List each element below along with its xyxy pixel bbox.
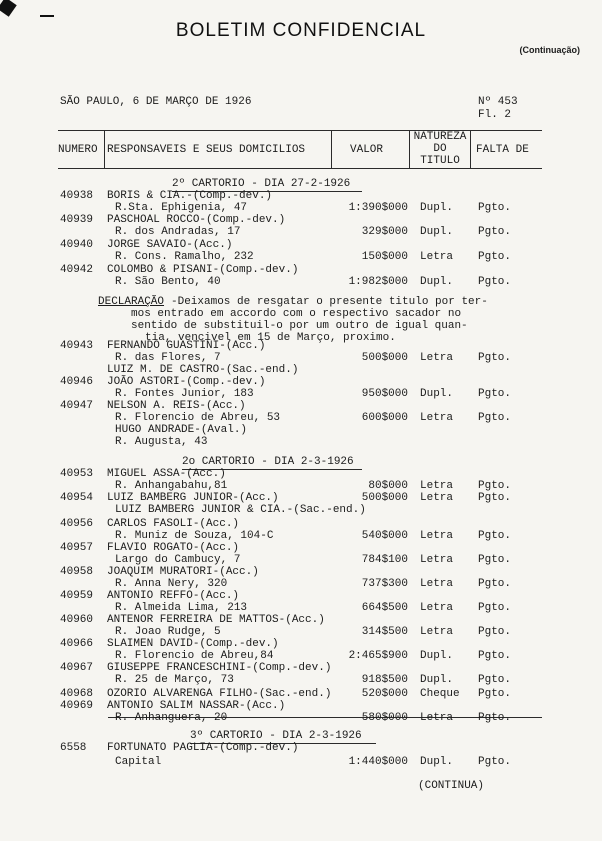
entry-number: 40958 <box>60 566 94 578</box>
entry-text: R. Florencio de Abreu,84 <box>115 650 274 662</box>
entry-number: 40960 <box>60 614 94 626</box>
entry-text: R. Fontes Junior, 183 <box>115 388 254 400</box>
entry-text: R. Anhanguera, 20 <box>115 712 228 724</box>
entry-nature: Letra <box>420 412 454 424</box>
entry-text: FORTUNATO PAGLIA-(Comp.-dev.) <box>107 742 299 754</box>
declaration-line: tia, vencivel em 15 de Março, proximo. <box>145 332 396 344</box>
entry-text: ANTONIO REFFO-(Acc.) <box>107 590 240 602</box>
entry-value: 500$000 <box>361 492 408 504</box>
section-heading: 3º CARTORIO - DIA 2-3-1926 <box>190 730 362 742</box>
entry-reason: Pgto. <box>478 492 512 504</box>
entry-number: 40938 <box>60 190 94 202</box>
entry-text: R. Anna Nery, 320 <box>115 578 228 590</box>
entry-reason: Pgto. <box>478 388 512 400</box>
header-rule-bottom <box>58 168 542 169</box>
entry-nature: Letra <box>420 712 454 724</box>
column-header-valor: VALOR <box>350 144 384 156</box>
entry-text: COLOMBO & PISANI-(Comp.-dev.) <box>107 264 299 276</box>
entry-reason: Pgto. <box>478 554 512 566</box>
entry-text: MIGUEL ASSA-(Acc.) <box>107 468 226 480</box>
scan-mark <box>40 15 54 17</box>
entry-reason: Pgto. <box>478 626 512 638</box>
entry-value: 500$000 <box>361 352 408 364</box>
entry-value: 1:982$000 <box>348 276 408 288</box>
entry-nature: Dupl. <box>420 202 454 214</box>
entry-nature: Dupl. <box>420 226 454 238</box>
entry-value: 580$000 <box>361 712 408 724</box>
scan-mark <box>0 0 17 17</box>
entry-text: BORIS & CIA.-(Comp.-dev.) <box>107 190 273 202</box>
entry-number: 40967 <box>60 662 94 674</box>
entry-text: Capital <box>115 756 162 768</box>
entry-number: 40956 <box>60 518 94 530</box>
column-header-natureza: DO <box>433 143 447 155</box>
entry-text: R. das Flores, 7 <box>115 352 221 364</box>
section-heading: 2o CARTORIO - DIA 2-3-1926 <box>182 456 354 468</box>
entry-nature: Letra <box>420 480 454 492</box>
entry-number: 40959 <box>60 590 94 602</box>
declaration-line: sentido de substituil-o por um outro de igual quan- <box>131 320 468 332</box>
entry-number: 40968 <box>60 688 94 700</box>
place-date: SÃO PAULO, 6 DE MARÇO DE 1926 <box>60 96 252 108</box>
entry-number: 40957 <box>60 542 94 554</box>
entry-number: 40947 <box>60 400 94 412</box>
entry-reason: Pgto. <box>478 412 512 424</box>
entry-reason: Pgto. <box>478 578 512 590</box>
bulletin-number: Nº 453 <box>478 96 518 108</box>
column-header-responsaveis: RESPONSAVEIS E SEUS DOMICILIOS <box>107 144 306 156</box>
entry-text: CARLOS FASOLI-(Acc.) <box>107 518 240 530</box>
column-header-numero: NUMERO <box>58 144 98 156</box>
entry-reason: Pgto. <box>478 276 512 288</box>
column-divider <box>331 130 332 168</box>
entry-number: 40969 <box>60 700 94 712</box>
declaration-line: mos entrado em accordo com o respectivo sacador no <box>131 308 462 320</box>
entry-text: R. dos Andradas, 17 <box>115 226 241 238</box>
entry-number: 40940 <box>60 239 94 251</box>
column-divider <box>470 130 471 168</box>
entry-text: R. Cons. Ramalho, 232 <box>115 251 254 263</box>
entry-reason: Pgto. <box>478 202 512 214</box>
entry-value: 314$500 <box>361 626 408 638</box>
sheet-number: Fl. 2 <box>478 109 512 121</box>
entry-nature: Letra <box>420 578 454 590</box>
entry-nature: Letra <box>420 251 454 263</box>
entry-nature: Letra <box>420 554 454 566</box>
entry-text: R.Sta. Ephigenia, 47 <box>115 202 248 214</box>
entry-value: 80$000 <box>368 480 408 492</box>
entry-reason: Pgto. <box>478 756 512 768</box>
entry-nature: Letra <box>420 530 454 542</box>
entry-text: JOÃO ASTORI-(Comp.-dev.) <box>107 376 266 388</box>
entry-nature: Dupl. <box>420 388 454 400</box>
entry-text: FERNANDO GUASTINI-(Acc.) <box>107 340 266 352</box>
entry-reason: Pgto. <box>478 602 512 614</box>
entry-number: 40946 <box>60 376 94 388</box>
entry-nature: Letra <box>420 492 454 504</box>
entry-number: 40966 <box>60 638 94 650</box>
entry-text: R. Joao Rudge, 5 <box>115 626 221 638</box>
entry-value: 1:440$000 <box>348 756 408 768</box>
entry-reason: Pgto. <box>478 650 512 662</box>
entry-reason: Pgto. <box>478 226 512 238</box>
column-header-natureza: TITULO <box>420 155 460 167</box>
entry-text: R. São Bento, 40 <box>115 276 221 288</box>
entry-reason: Pgto. <box>478 352 512 364</box>
entry-reason: Pgto. <box>478 530 512 542</box>
declaration-label: DECLARAÇÃO <box>98 296 165 308</box>
entry-number: 40943 <box>60 340 94 352</box>
entry-value: 664$500 <box>361 602 408 614</box>
entry-value: 329$000 <box>361 226 408 238</box>
entry-value: 540$000 <box>361 530 408 542</box>
entry-text: NELSON A. REIS-(Acc.) <box>107 400 246 412</box>
entry-text: JORGE SAVAIO-(Acc.) <box>107 239 233 251</box>
entry-text: R. Anhangabahu,81 <box>115 480 228 492</box>
entry-nature: Letra <box>420 352 454 364</box>
entry-text: SLAIMEN DAVID-(Comp.-dev.) <box>107 638 279 650</box>
entry-value: 2:465$900 <box>348 650 408 662</box>
continue-note: (CONTINUA) <box>418 780 485 792</box>
entry-nature: Letra <box>420 626 454 638</box>
entry-nature: Dupl. <box>420 674 454 686</box>
entry-text: LUIZ M. DE CASTRO-(Sac.-end.) <box>107 364 299 376</box>
column-divider <box>104 130 105 168</box>
declaration-line: -Deixamos de resgatar o presente titulo por ter- <box>171 296 488 308</box>
entry-number: 40953 <box>60 468 94 480</box>
entry-text: ANTONIO SALIM NASSAR-(Acc.) <box>107 700 286 712</box>
entry-value: 600$000 <box>361 412 408 424</box>
column-header-natureza: NATUREZA <box>413 131 467 143</box>
entry-nature: Dupl. <box>420 650 454 662</box>
entry-text: FLAVIO ROGATO-(Acc.) <box>107 542 240 554</box>
entry-value: 950$000 <box>361 388 408 400</box>
page-title: BOLETIM CONFIDENCIAL <box>175 20 427 41</box>
entry-reason: Pgto. <box>478 251 512 263</box>
entry-text: GIUSEPPE FRANCESCHINI-(Comp.-dev.) <box>107 662 332 674</box>
entry-nature: Dupl. <box>420 756 454 768</box>
entry-reason: Pgto. <box>478 712 512 724</box>
entry-text: PASCHOAL ROCCO-(Comp.-dev.) <box>107 214 286 226</box>
entry-value: 918$500 <box>361 674 408 686</box>
entry-reason: Pgto. <box>478 480 512 492</box>
entry-value: 737$300 <box>361 578 408 590</box>
entry-value: 520$000 <box>361 688 408 700</box>
entry-value: 784$100 <box>361 554 408 566</box>
continuation-label: (Continuação) <box>519 45 580 55</box>
entry-nature: Letra <box>420 602 454 614</box>
entry-text: Largo do Cambucy, 7 <box>115 554 241 566</box>
column-header-falta: FALTA DE <box>476 144 529 156</box>
entry-value: 1:390$000 <box>348 202 408 214</box>
section-heading: 2º CARTORIO - DIA 27-2-1926 <box>172 178 351 190</box>
entry-number: 40954 <box>60 492 94 504</box>
entry-number: 40942 <box>60 264 94 276</box>
entry-text: R. Augusta, 43 <box>115 436 208 448</box>
entry-text: JOAQUIM MURATORI-(Acc.) <box>107 566 259 578</box>
entry-value: 150$000 <box>361 251 408 263</box>
entry-nature: Cheque <box>420 688 460 700</box>
entry-text: LUIZ BAMBERG JUNIOR & CIA.-(Sac.-end.) <box>115 504 366 516</box>
entry-reason: Pgto. <box>478 674 512 686</box>
entry-text: R. 25 de Março, 73 <box>115 674 234 686</box>
entry-text: R. Almeida Lima, 213 <box>115 602 248 614</box>
entry-number: 6558 <box>60 742 87 754</box>
entry-nature: Dupl. <box>420 276 454 288</box>
entry-text: OZORIO ALVARENGA FILHO-(Sac.-end.) <box>107 688 332 700</box>
entry-number: 40939 <box>60 214 94 226</box>
entry-text: R. Muniz de Souza, 104-C <box>115 530 274 542</box>
entry-reason: Pgto. <box>478 688 512 700</box>
entry-text: HUGO ANDRADE-(Aval.) <box>115 424 248 436</box>
entry-text: ANTENOR FERREIRA DE MATTOS-(Acc.) <box>107 614 325 626</box>
entry-text: LUIZ BAMBERG JUNIOR-(Acc.) <box>107 492 279 504</box>
entry-text: R. Florencio de Abreu, 53 <box>115 412 281 424</box>
